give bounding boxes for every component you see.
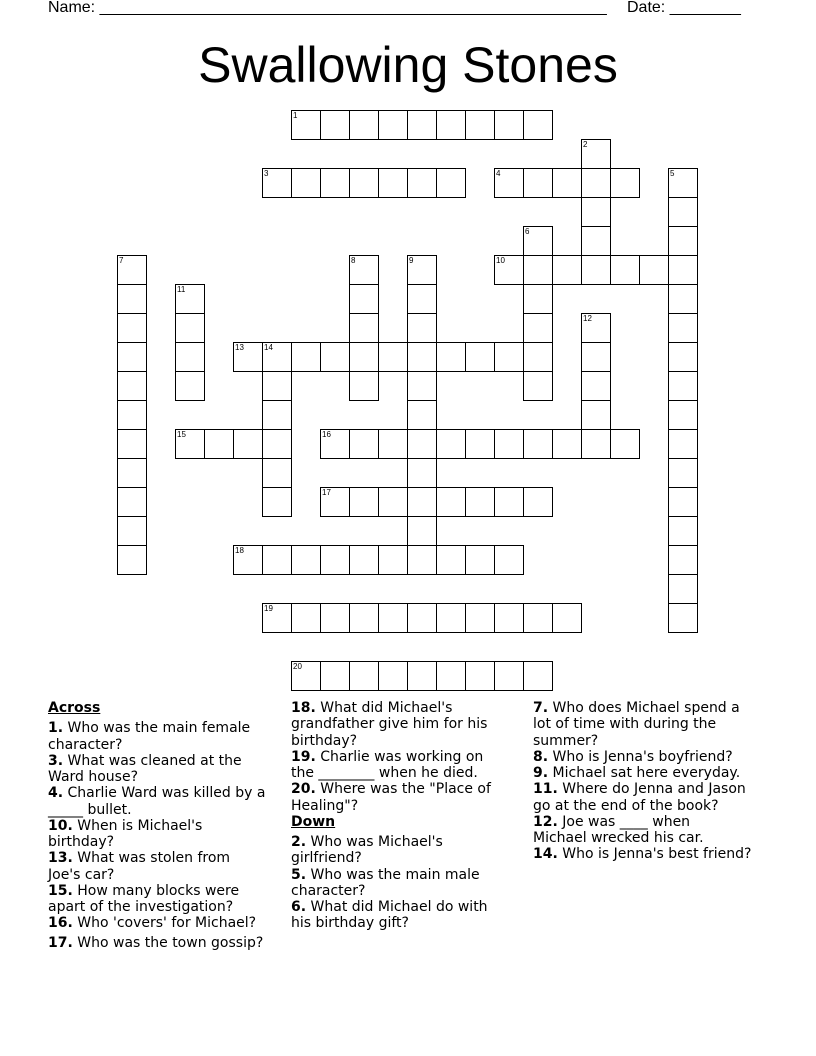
clue-number: 20 . bbox=[291, 781, 316, 797]
grid-cell bbox=[494, 661, 524, 691]
grid-cell bbox=[262, 603, 292, 633]
clue-down-8 bbox=[533, 749, 758, 765]
clue-down-7 bbox=[533, 700, 758, 749]
grid-cell bbox=[320, 603, 350, 633]
clue-text: How many blocks were apart of the investigation? bbox=[48, 882, 240, 915]
grid-cell bbox=[262, 429, 292, 459]
clue-across-16 bbox=[48, 915, 262, 931]
grid-cell bbox=[523, 284, 553, 314]
across-heading: Across bbox=[48, 700, 101, 716]
grid-cell bbox=[117, 429, 147, 459]
grid-cell bbox=[320, 545, 350, 575]
grid-cell bbox=[494, 545, 524, 575]
grid-clue-number: 4 bbox=[496, 169, 501, 178]
grid-cell bbox=[494, 110, 524, 140]
grid-clue-number: 10 bbox=[496, 256, 505, 265]
grid-cell bbox=[523, 313, 553, 343]
grid-cell bbox=[581, 429, 611, 459]
clue-across-20 bbox=[291, 781, 503, 814]
grid-cell bbox=[668, 574, 698, 604]
clue-column-1 bbox=[48, 700, 266, 951]
grid-clue-number: 13 bbox=[235, 343, 244, 352]
grid-cell bbox=[117, 342, 147, 372]
clue-across-18 bbox=[291, 700, 503, 749]
grid-cell bbox=[291, 110, 321, 140]
grid-cell bbox=[175, 371, 205, 401]
grid-cell bbox=[233, 429, 263, 459]
grid-cell bbox=[407, 429, 437, 459]
grid-cell bbox=[581, 400, 611, 430]
clue-number: 4 . bbox=[48, 785, 63, 801]
grid-cell bbox=[668, 284, 698, 314]
grid-cell bbox=[175, 284, 205, 314]
clue-text: Who was Michael's girlfriend? bbox=[291, 834, 443, 867]
grid-cell bbox=[494, 603, 524, 633]
grid-cell bbox=[668, 255, 698, 285]
clue-number: 12 . bbox=[533, 814, 558, 830]
clue-number: 18 . bbox=[291, 700, 316, 716]
grid-cell bbox=[407, 313, 437, 343]
grid-cell bbox=[262, 545, 292, 575]
grid-cell bbox=[291, 603, 321, 633]
grid-cell bbox=[349, 487, 379, 517]
grid-cell bbox=[117, 400, 147, 430]
clue-number: 11 . bbox=[533, 781, 558, 797]
crossword-grid bbox=[117, 110, 699, 692]
grid-cell bbox=[668, 458, 698, 488]
grid-cell bbox=[523, 371, 553, 401]
grid-cell bbox=[378, 603, 408, 633]
grid-cell bbox=[117, 313, 147, 343]
down-heading: Down bbox=[291, 813, 336, 830]
grid-cell bbox=[349, 255, 379, 285]
grid-cell bbox=[407, 284, 437, 314]
grid-clue-number: 16 bbox=[322, 430, 331, 439]
clue-column-2 bbox=[291, 700, 503, 932]
grid-clue-number: 19 bbox=[264, 604, 273, 613]
clue-across-3 bbox=[48, 753, 262, 786]
name-field-label: Name: _________________________________________________________ bbox=[48, 0, 607, 16]
grid-cell bbox=[668, 168, 698, 198]
clue-number: 6 . bbox=[291, 899, 306, 915]
grid-cell bbox=[552, 603, 582, 633]
grid-cell bbox=[349, 661, 379, 691]
grid-clue-number: 15 bbox=[177, 430, 186, 439]
grid-clue-number: 17 bbox=[322, 488, 331, 497]
clue-down-12 bbox=[533, 814, 733, 847]
grid-cell bbox=[581, 197, 611, 227]
clue-across-19 bbox=[291, 749, 491, 782]
grid-cell bbox=[175, 429, 205, 459]
clue-across-10 bbox=[48, 818, 262, 851]
grid-cell bbox=[117, 255, 147, 285]
clue-number: 13 . bbox=[48, 850, 73, 866]
grid-cell bbox=[407, 255, 437, 285]
grid-cell bbox=[262, 458, 292, 488]
grid-cell bbox=[494, 429, 524, 459]
grid-cell bbox=[233, 342, 263, 372]
grid-cell bbox=[494, 168, 524, 198]
grid-cell bbox=[668, 371, 698, 401]
clue-number: 2 . bbox=[291, 834, 306, 850]
grid-cell bbox=[349, 429, 379, 459]
grid-cell bbox=[581, 342, 611, 372]
grid-cell bbox=[465, 603, 495, 633]
grid-cell bbox=[378, 429, 408, 459]
clue-number: 1 . bbox=[48, 720, 63, 736]
grid-cell bbox=[349, 313, 379, 343]
grid-cell bbox=[407, 661, 437, 691]
grid-cell bbox=[320, 429, 350, 459]
grid-clue-number: 6 bbox=[525, 227, 530, 236]
grid-cell bbox=[523, 168, 553, 198]
clue-number: 17 . bbox=[48, 935, 73, 951]
grid-cell bbox=[494, 342, 524, 372]
grid-cell bbox=[523, 661, 553, 691]
grid-cell bbox=[407, 400, 437, 430]
clue-across-4 bbox=[48, 785, 266, 818]
clue-across-15 bbox=[48, 883, 262, 916]
grid-cell bbox=[668, 516, 698, 546]
grid-cell bbox=[436, 429, 466, 459]
grid-cell bbox=[465, 342, 495, 372]
clue-across-13 bbox=[48, 850, 250, 883]
grid-clue-number: 14 bbox=[264, 343, 273, 352]
clue-text: Who was the main male character? bbox=[291, 866, 480, 899]
grid-cell bbox=[465, 429, 495, 459]
grid-cell bbox=[378, 110, 408, 140]
grid-cell bbox=[262, 487, 292, 517]
grid-cell bbox=[465, 545, 495, 575]
grid-clue-number: 12 bbox=[583, 314, 592, 323]
grid-cell bbox=[639, 255, 669, 285]
grid-clue-number: 18 bbox=[235, 546, 244, 555]
grid-clue-number: 8 bbox=[351, 256, 356, 265]
date-field-label: Date: ________ bbox=[627, 0, 741, 16]
clue-down-6 bbox=[291, 899, 503, 932]
clue-text: Michael sat here everyday. bbox=[552, 765, 741, 781]
grid-clue-number: 20 bbox=[293, 662, 302, 671]
grid-cell bbox=[117, 516, 147, 546]
grid-cell bbox=[407, 603, 437, 633]
clue-down-2 bbox=[291, 834, 503, 867]
grid-cell bbox=[668, 197, 698, 227]
grid-cell bbox=[436, 487, 466, 517]
clue-down-9 bbox=[533, 765, 758, 781]
grid-cell bbox=[610, 255, 640, 285]
clue-column-3 bbox=[533, 700, 758, 863]
clue-number: 15 . bbox=[48, 883, 73, 899]
grid-cell bbox=[668, 400, 698, 430]
grid-cell bbox=[320, 342, 350, 372]
grid-cell bbox=[262, 371, 292, 401]
grid-cell bbox=[320, 661, 350, 691]
grid-cell bbox=[610, 429, 640, 459]
grid-clue-number: 11 bbox=[177, 285, 186, 294]
grid-cell bbox=[552, 429, 582, 459]
grid-cell bbox=[552, 168, 582, 198]
grid-clue-number: 7 bbox=[119, 256, 124, 265]
grid-cell bbox=[668, 313, 698, 343]
grid-clue-number: 9 bbox=[409, 256, 414, 265]
clue-number: 3 . bbox=[48, 753, 63, 769]
clue-down-5 bbox=[291, 867, 503, 900]
grid-cell bbox=[117, 284, 147, 314]
grid-cell bbox=[320, 110, 350, 140]
clue-number: 16 . bbox=[48, 915, 73, 931]
clue-number: 9 . bbox=[533, 765, 548, 781]
grid-cell bbox=[407, 487, 437, 517]
grid-cell bbox=[407, 168, 437, 198]
grid-cell bbox=[523, 487, 553, 517]
clue-text: When is Michael's birthday? bbox=[48, 817, 203, 850]
grid-cell bbox=[291, 168, 321, 198]
clue-across-1 bbox=[48, 720, 262, 753]
grid-cell bbox=[117, 458, 147, 488]
clue-text: Where do Jenna and Jason go at the end of the book? bbox=[533, 781, 746, 814]
grid-cell bbox=[378, 545, 408, 575]
grid-cell bbox=[581, 255, 611, 285]
grid-cell bbox=[523, 110, 553, 140]
grid-cell bbox=[494, 487, 524, 517]
grid-cell bbox=[349, 110, 379, 140]
grid-cell bbox=[407, 110, 437, 140]
grid-cell bbox=[320, 487, 350, 517]
clue-number: 8 . bbox=[533, 749, 548, 765]
clue-number: 19 . bbox=[291, 749, 316, 765]
clue-text: What did Michael do with his birthday gift? bbox=[291, 899, 488, 932]
grid-cell bbox=[581, 313, 611, 343]
clue-text: Who was the main female character? bbox=[48, 720, 251, 753]
grid-cell bbox=[378, 661, 408, 691]
grid-cell bbox=[349, 371, 379, 401]
clue-number: 10 . bbox=[48, 818, 73, 834]
grid-cell bbox=[581, 139, 611, 169]
grid-cell bbox=[436, 545, 466, 575]
grid-cell bbox=[581, 168, 611, 198]
clue-text: Charlie was working on the ________ when he died. bbox=[291, 748, 484, 781]
page-title: Swallowing Stones bbox=[198, 37, 618, 93]
clue-number: 5 . bbox=[291, 867, 306, 883]
grid-cell bbox=[378, 342, 408, 372]
clue-text: Who is Jenna's boyfriend? bbox=[552, 748, 733, 765]
grid-cell bbox=[407, 545, 437, 575]
grid-cell bbox=[436, 342, 466, 372]
grid-cell bbox=[465, 487, 495, 517]
clue-text: Who 'covers' for Michael? bbox=[77, 915, 257, 932]
grid-cell bbox=[291, 342, 321, 372]
grid-cell bbox=[291, 545, 321, 575]
grid-cell bbox=[436, 168, 466, 198]
grid-cell bbox=[407, 516, 437, 546]
grid-cell bbox=[668, 342, 698, 372]
grid-clue-number: 1 bbox=[293, 111, 298, 120]
grid-cell bbox=[436, 661, 466, 691]
grid-cell bbox=[233, 545, 263, 575]
grid-cell bbox=[175, 313, 205, 343]
grid-cell bbox=[407, 371, 437, 401]
grid-cell bbox=[494, 255, 524, 285]
grid-cell bbox=[117, 545, 147, 575]
grid-cell bbox=[581, 226, 611, 256]
grid-cell bbox=[523, 603, 553, 633]
grid-cell bbox=[204, 429, 234, 459]
grid-clue-number: 3 bbox=[264, 169, 269, 178]
grid-clue-number: 5 bbox=[670, 169, 675, 178]
clue-number: 14 . bbox=[533, 846, 558, 862]
grid-cell bbox=[349, 284, 379, 314]
clue-text: What was cleaned at the Ward house? bbox=[48, 752, 242, 785]
clue-text: Where was the "Place of Healing"? bbox=[291, 781, 491, 814]
grid-cell bbox=[407, 342, 437, 372]
clue-text: What was stolen from Joe's car? bbox=[48, 850, 231, 883]
grid-cell bbox=[349, 603, 379, 633]
clue-text: Who does Michael spend a lot of time with during the summer? bbox=[533, 700, 740, 749]
grid-cell bbox=[262, 400, 292, 430]
grid-cell bbox=[291, 661, 321, 691]
grid-cell bbox=[349, 168, 379, 198]
grid-cell bbox=[436, 603, 466, 633]
clue-text: What did Michael's grandfather give him for his birthday? bbox=[291, 700, 488, 749]
grid-cell bbox=[668, 226, 698, 256]
grid-cell bbox=[581, 371, 611, 401]
grid-cell bbox=[668, 603, 698, 633]
grid-cell bbox=[668, 487, 698, 517]
grid-cell bbox=[465, 110, 495, 140]
grid-cell bbox=[668, 545, 698, 575]
clue-down-11 bbox=[533, 781, 758, 814]
clue-across-17 bbox=[48, 935, 272, 951]
grid-cell bbox=[378, 487, 408, 517]
clue-text: Joe was ____ when Michael wrecked his car. bbox=[533, 813, 704, 846]
grid-clue-number: 2 bbox=[583, 140, 588, 149]
grid-cell bbox=[320, 168, 350, 198]
clue-text: Who was the town gossip? bbox=[77, 934, 264, 951]
grid-cell bbox=[175, 342, 205, 372]
grid-cell bbox=[523, 226, 553, 256]
grid-cell bbox=[378, 168, 408, 198]
clue-down-14 bbox=[533, 846, 758, 862]
grid-cell bbox=[262, 168, 292, 198]
grid-cell bbox=[552, 255, 582, 285]
grid-cell bbox=[349, 545, 379, 575]
grid-cell bbox=[117, 487, 147, 517]
grid-cell bbox=[465, 661, 495, 691]
grid-cell bbox=[523, 342, 553, 372]
clue-text: Charlie Ward was killed by a _____ bullet. bbox=[48, 785, 266, 818]
grid-cell bbox=[407, 458, 437, 488]
grid-cell bbox=[610, 168, 640, 198]
clue-number: 7 . bbox=[533, 700, 548, 716]
grid-cell bbox=[117, 371, 147, 401]
grid-cell bbox=[668, 429, 698, 459]
grid-cell bbox=[523, 429, 553, 459]
grid-cell bbox=[349, 342, 379, 372]
grid-cell bbox=[436, 110, 466, 140]
grid-cell bbox=[262, 342, 292, 372]
grid-cell bbox=[523, 255, 553, 285]
clue-text: Who is Jenna's best friend? bbox=[562, 846, 752, 863]
